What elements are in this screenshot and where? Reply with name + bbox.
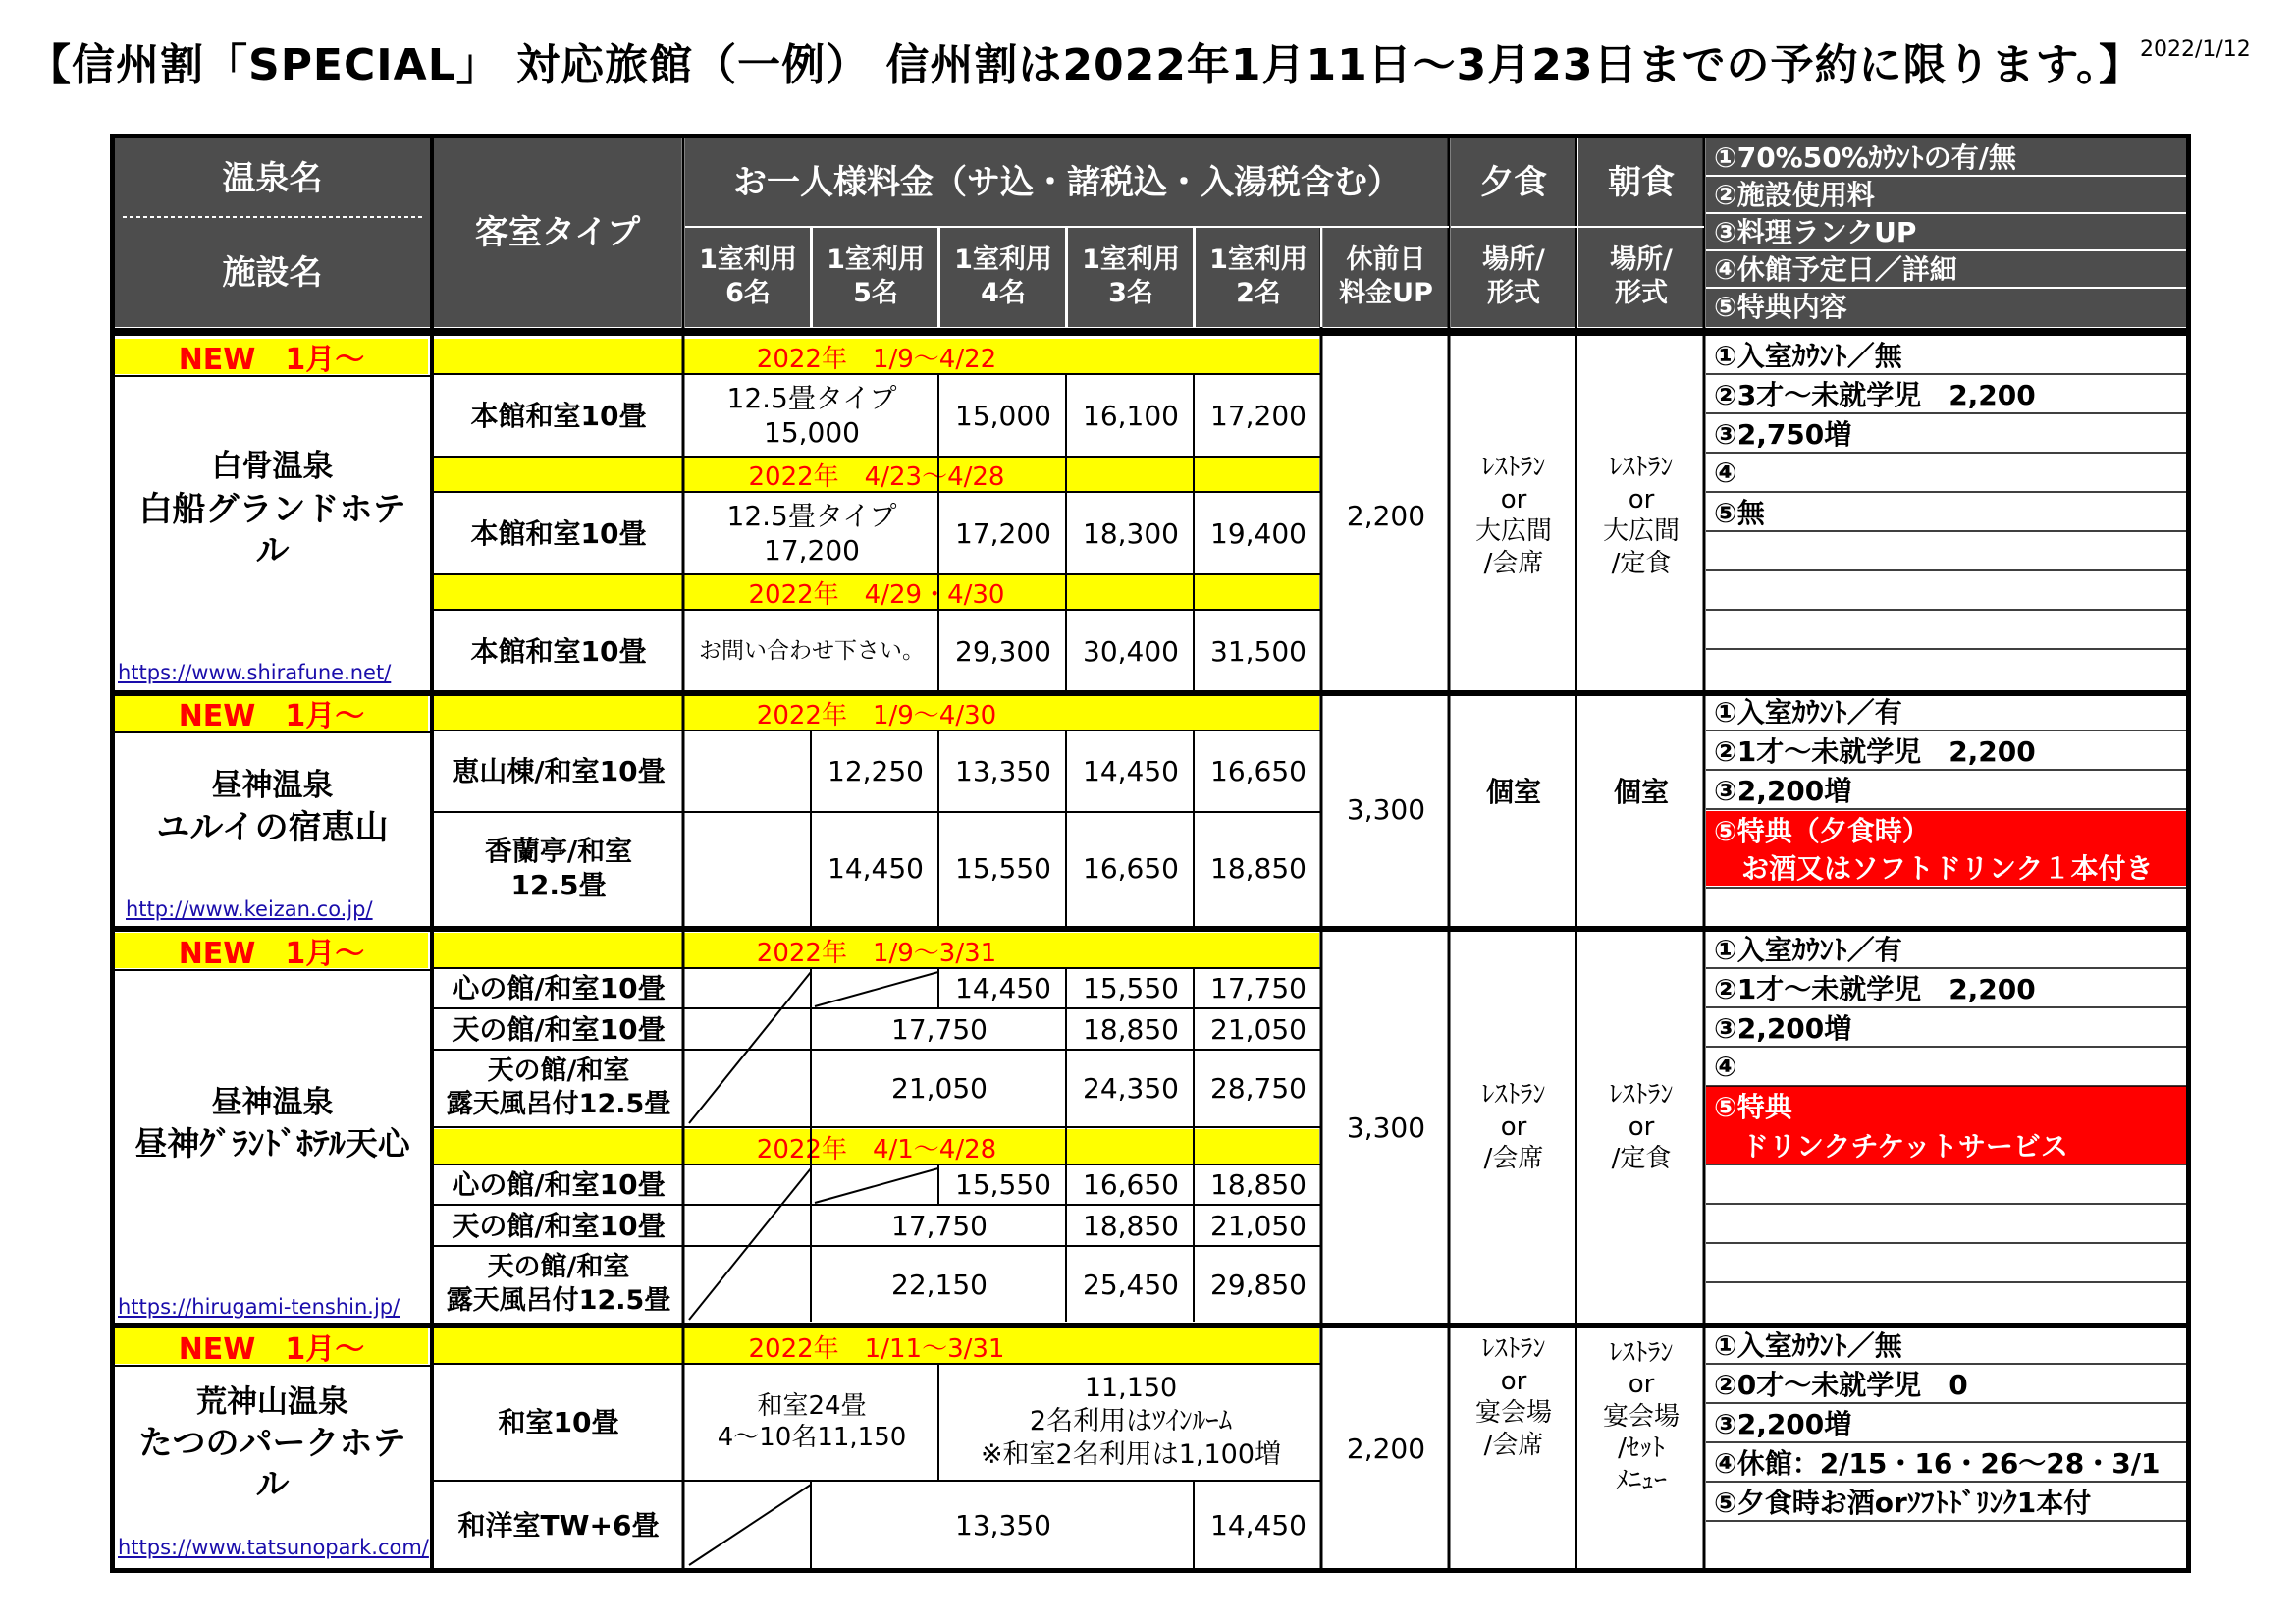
price-4: 17,200 (955, 516, 1051, 550)
note-item: ①入室ｶｳﾝﾄ／有 (1714, 934, 1902, 966)
period-banner: 2022年 1/9～3/31 (434, 933, 1319, 968)
note-item: ②1才～未就学児 2,200 (1714, 735, 2036, 768)
dinner-place: ﾚｽﾄﾗﾝ or /会席 (1481, 1080, 1546, 1174)
dinner-place: 個室 (1485, 775, 1541, 808)
note-item-highlight: お酒又はソフトドリンク１本付き (1706, 848, 2186, 886)
price-6-5: 12.5畳タイプ 15,000 (726, 382, 897, 449)
new-badge: NEW 1月～ (115, 339, 428, 374)
room-type: 和洋室TW+6畳 (457, 1508, 660, 1542)
header-breakfast: 朝食 (1578, 138, 1704, 227)
facility-name: 白船グランドホテル (138, 489, 406, 570)
note-item: ④ (1714, 456, 1737, 489)
breakfast-place: ﾚｽﾄﾗﾝ or /定食 (1609, 1080, 1674, 1174)
room-type: 天の館/和室 露天風呂付12.5畳 (446, 1252, 671, 1316)
price-2: 14,450 (1210, 1508, 1307, 1542)
header-note: ④休館予定日／詳細 (1714, 252, 1957, 286)
price-2: 17,200 (1210, 399, 1307, 432)
room-type: 本館和室10畳 (470, 516, 647, 550)
notes-list (1706, 1325, 2186, 1521)
room-type: 香蘭亭/和室 12.5畳 (484, 835, 633, 901)
price-5-4: 22,150 (891, 1268, 988, 1301)
header-dinner-place: 場所/ 形式 (1451, 227, 1576, 327)
facility-url-link[interactable]: http://www.keizan.co.jp/ (126, 897, 373, 921)
price-4-3-2: 11,150 2名利用はﾂｲﾝﾙｰﾑ ※和室2名利用は1,100増 (980, 1373, 1282, 1470)
price-3: 18,850 (1083, 1012, 1179, 1046)
notes-list (1706, 691, 2186, 886)
header-onsen-name: 温泉名 (115, 138, 430, 219)
note-item: ②1才～未就学児 2,200 (1714, 973, 2036, 1005)
header-5-people: 1室利用 5名 (813, 227, 938, 327)
price-3: 14,450 (1083, 754, 1179, 787)
room-type: 心の館/和室10畳 (452, 971, 666, 1004)
onsen-name: 荒神山温泉 (196, 1383, 348, 1420)
price-2: 28,750 (1210, 1071, 1307, 1105)
header-4-people: 1室利用 4名 (940, 227, 1066, 327)
price-2: 21,050 (1210, 1012, 1307, 1046)
price-5-4-3: 13,350 (955, 1508, 1051, 1542)
price-2: 16,650 (1210, 754, 1307, 787)
header-holiday-up: 休前日 料金UP (1323, 227, 1449, 327)
period-banner: 2022年 4/1～4/28 (434, 1129, 1319, 1164)
price-3: 24,350 (1083, 1071, 1179, 1105)
note-item: ③2,200増 (1714, 1408, 1852, 1440)
breakfast-place: ﾚｽﾄﾗﾝ or 大広間 /定食 (1602, 453, 1680, 578)
holiday-surcharge: 2,200 (1346, 1432, 1426, 1465)
price-5-4: 17,750 (891, 1012, 988, 1046)
header-room-type: 客室タイプ (434, 138, 681, 327)
price-3: 18,300 (1083, 516, 1179, 550)
note-item: ④休館：2/15・16・26～28・3/1 (1714, 1447, 2161, 1480)
header-notes (1706, 138, 2186, 327)
note-item-highlight: ⑤特典（夕食時） (1706, 811, 2186, 848)
note-item: ⑤無 (1714, 497, 1765, 529)
breakfast-place: ﾚｽﾄﾗﾝ or 宴会場 /ｾｯﾄ ﾒﾆｭｰ (1602, 1337, 1680, 1495)
note-item-highlight: ⑤特典 (1706, 1086, 2186, 1125)
price-5-4: 17,750 (891, 1209, 988, 1242)
page-title: 【信州割「SPECIAL」 対応旅館（一例） 信州割は2022年1月11日～3月23日までの予約に限ります。】 (27, 40, 2144, 90)
note-item: ③2,200増 (1714, 1012, 1852, 1045)
new-badge: NEW 1月～ (115, 1328, 428, 1364)
holiday-surcharge: 2,200 (1346, 499, 1426, 532)
price-2: 18,850 (1210, 851, 1307, 885)
header-3-people: 1室利用 3名 (1068, 227, 1194, 327)
price-4: 14,450 (955, 971, 1051, 1004)
price-2: 21,050 (1210, 1209, 1307, 1242)
note-item: ③2,200増 (1714, 775, 1852, 807)
facility-url-link[interactable]: https://hirugami-tenshin.jp/ (118, 1295, 400, 1319)
period-banner: 2022年 4/29・4/30 (434, 574, 1319, 610)
note-item: ①入室ｶｳﾝﾄ／無 (1714, 340, 1902, 372)
new-badge: NEW 1月～ (115, 933, 428, 968)
price-6-5: 和室24畳 4～10名11,150 (717, 1390, 907, 1452)
onsen-name: 昼神温泉 (211, 767, 334, 803)
room-type: 本館和室10畳 (470, 399, 647, 432)
period-banner: 2022年 1/9～4/22 (434, 339, 1319, 374)
room-type: 天の館/和室10畳 (452, 1012, 666, 1046)
note-item: ①入室ｶｳﾝﾄ／有 (1714, 696, 1902, 729)
price-5: 14,450 (828, 851, 924, 885)
room-type: 和室10畳 (498, 1405, 619, 1438)
price-2: 29,850 (1210, 1268, 1307, 1301)
note-item: ④ (1714, 1050, 1737, 1083)
room-type: 本館和室10畳 (470, 634, 647, 668)
header-price: お一人様料金（サ込・諸税込・入湯税含む） (685, 138, 1449, 227)
header-facility-name: 施設名 (115, 219, 430, 327)
holiday-surcharge: 3,300 (1346, 792, 1426, 826)
price-2: 17,750 (1210, 971, 1307, 1004)
facility-url-link[interactable]: https://www.tatsunopark.com/ (118, 1536, 429, 1559)
holiday-surcharge: 3,300 (1346, 1110, 1426, 1144)
note-item: ②0才～未就学児 0 (1714, 1369, 1968, 1401)
price-4: 29,300 (955, 634, 1051, 668)
note-item: ①入室ｶｳﾝﾄ／無 (1714, 1329, 1902, 1362)
note-item: ⑤夕食時お酒orｿﾌﾄﾄﾞﾘﾝｸ1本付 (1714, 1487, 2092, 1519)
dinner-place: ﾚｽﾄﾗﾝ or 宴会場 /会席 (1474, 1334, 1552, 1460)
header-6-people: 1室利用 6名 (685, 227, 811, 327)
room-type: 恵山棟/和室10畳 (452, 754, 666, 787)
facility-url-link[interactable]: https://www.shirafune.net/ (118, 661, 392, 684)
header-note: ②施設使用料 (1714, 178, 1875, 211)
price-3: 16,650 (1083, 1167, 1179, 1201)
price-3: 16,650 (1083, 851, 1179, 885)
dinner-place: ﾚｽﾄﾗﾝ or 大広間 /会席 (1474, 453, 1552, 578)
note-item: ③2,750増 (1714, 418, 1852, 451)
price-5-4: 21,050 (891, 1071, 988, 1105)
facility-name: ユルイの宿恵山 (156, 807, 389, 847)
price-3: 25,450 (1083, 1268, 1179, 1301)
price-2: 18,850 (1210, 1167, 1307, 1201)
price-3: 15,550 (1083, 971, 1179, 1004)
notes-list (1706, 335, 2186, 531)
onsen-name: 白骨温泉 (211, 448, 334, 484)
breakfast-place: 個室 (1613, 775, 1669, 808)
period-banner: 2022年 1/9～4/30 (434, 695, 1319, 731)
facility-name: たつのパークホテル (138, 1423, 406, 1504)
new-badge: NEW 1月～ (115, 695, 428, 731)
document-date: 2022/1/12 (2140, 37, 2251, 62)
price-6-5: お問い合わせ下さい。 (699, 637, 925, 664)
price-2: 31,500 (1210, 634, 1307, 668)
header-note: ③料理ランクUP (1714, 215, 1917, 248)
price-4: 15,550 (955, 1167, 1051, 1201)
price-3: 18,850 (1083, 1209, 1179, 1242)
price-3: 16,100 (1083, 399, 1179, 432)
price-4: 13,350 (955, 754, 1051, 787)
facility-name: 昼神ｸﾞﾗﾝﾄﾞﾎﾃﾙ天心 (134, 1124, 410, 1164)
room-type: 心の館/和室10畳 (452, 1167, 666, 1201)
header-note: ⑤特典内容 (1714, 290, 1847, 323)
header-breakfast-place: 場所/ 形式 (1578, 227, 1704, 327)
room-type: 天の館/和室10畳 (452, 1209, 666, 1242)
price-4: 15,000 (955, 399, 1051, 432)
onsen-name: 昼神温泉 (211, 1084, 334, 1120)
period-banner: 2022年 1/11～3/31 (434, 1328, 1319, 1364)
header-2-people: 1室利用 2名 (1196, 227, 1321, 327)
note-item-highlight: ドリンクチケットサービス (1706, 1125, 2186, 1164)
period-banner: 2022年 4/23～4/28 (434, 457, 1319, 492)
price-2: 19,400 (1210, 516, 1307, 550)
header-dinner: 夕食 (1451, 138, 1576, 227)
price-4: 15,550 (955, 851, 1051, 885)
notes-list (1706, 929, 2186, 1164)
price-6-5: 12.5畳タイプ 17,200 (726, 500, 897, 567)
note-item: ②3才～未就学児 2,200 (1714, 379, 2036, 411)
price-5: 12,250 (828, 754, 924, 787)
price-3: 30,400 (1083, 634, 1179, 668)
header-note: ①70%50%ｶｳﾝﾄの有/無 (1714, 140, 2016, 174)
room-type: 天の館/和室 露天風呂付12.5畳 (446, 1056, 671, 1119)
